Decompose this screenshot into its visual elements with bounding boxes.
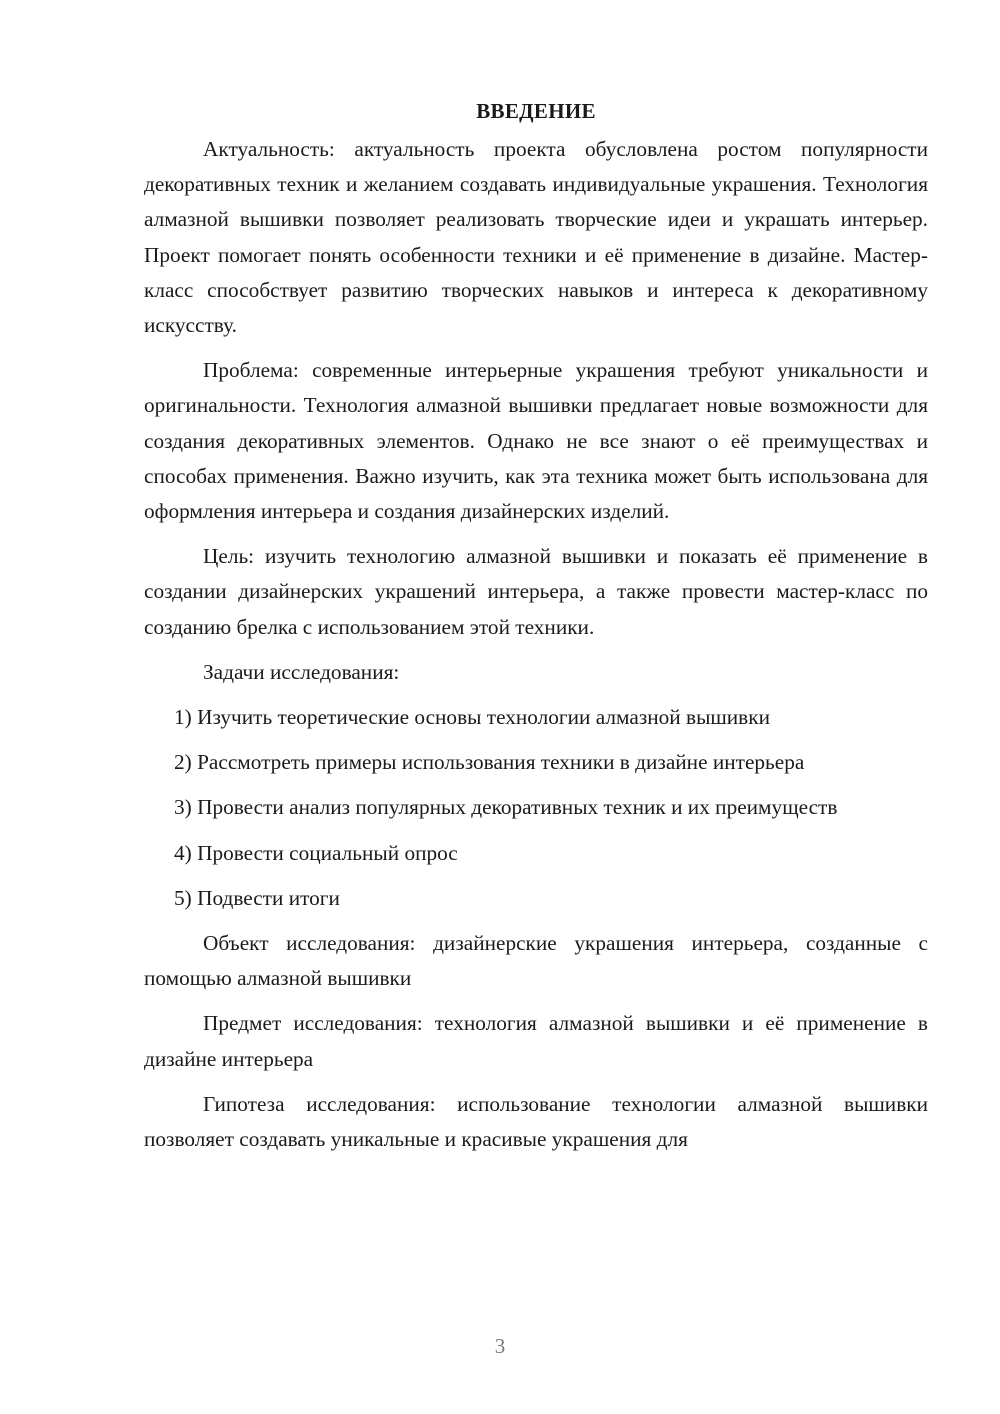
hypothesis-paragraph: Гипотеза исследования: использование технологии алмазной вышивки позволяет создавать уникальные и красивые украшения для (144, 1091, 928, 1152)
tasks-title: Задачи исследования: (203, 659, 400, 684)
task-item-5: 5) Подвести итоги (174, 885, 340, 910)
page-content (144, 96, 928, 1167)
page-number: 3 (494, 1334, 506, 1358)
task-item-4: 4) Провести социальный опрос (174, 840, 458, 865)
goal-paragraph: Цель: изучить технологию алмазной вышивки и показать её применение в создании дизайнерских украшений интерьера, а также провести мастер-класс по созданию брелка с использованием этой техники. (144, 544, 928, 639)
subject-paragraph: Предмет исследования: технология алмазной вышивки и её применение в дизайне интерьера (144, 1011, 928, 1071)
task-item-1: 1) Изучить теоретические основы технологии алмазной вышивки (174, 705, 770, 730)
task-item-3: 3) Провести анализ популярных декоративных техник и их преимуществ (174, 795, 838, 820)
problem-paragraph: Проблема: современные интерьерные украшения требуют уникальности и оригинальности. Технология алмазной вышивки предлагает новые возможности для создания декоративных элементов. Однако не все знают о её преимуществах и способах применения. Важно изучить, как эта техника может быть использована для оформления интерьера и создания дизайнерских изделий. (144, 358, 928, 524)
page-title: ВВЕДЕНИЕ (476, 99, 596, 123)
relevance-paragraph: Актуальность: актуальность проекта обусловлена ростом популярности декоративных техник и желанием создавать индивидуальные украшения. Технология алмазной вышивки позволяет реализовать творческие идеи и украшать интерьер. Проект помогает понять особенности техники и её применение в дизайне. Мастер-класс способствует развитию творческих навыков и интереса к декоративному искусству. (144, 137, 928, 338)
task-item-2: 2) Рассмотреть примеры использования техники в дизайне интерьера (174, 750, 805, 775)
object-paragraph: Объект исследования: дизайнерские украшения интерьера, созданные с помощью алмазной вышивки (144, 931, 928, 991)
